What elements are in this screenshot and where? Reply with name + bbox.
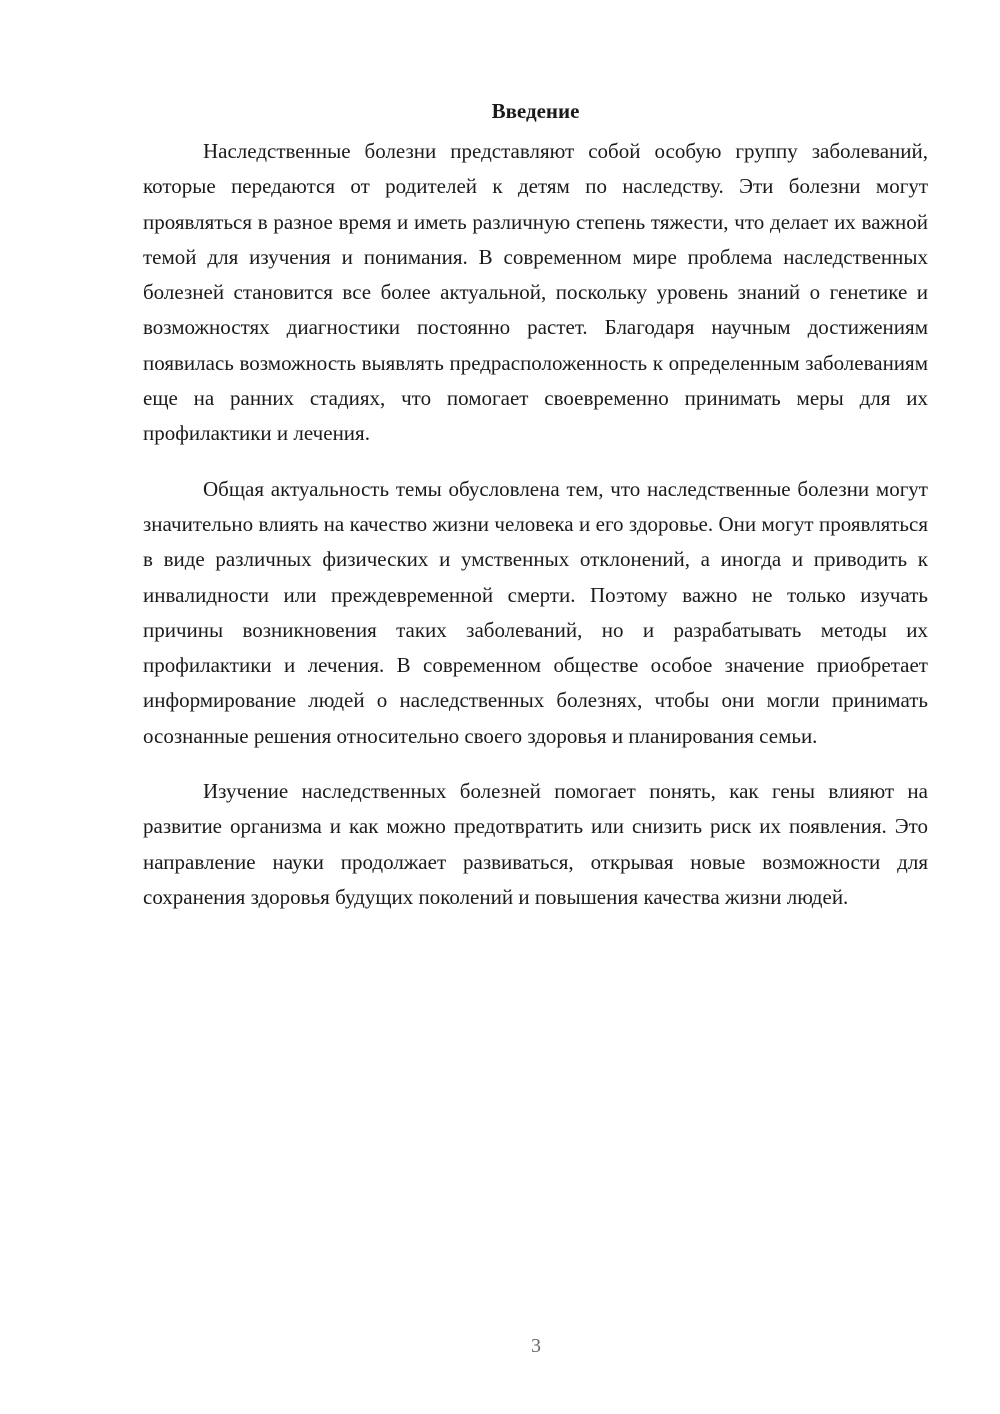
paragraph-3: Изучение наследственных болезней помогает понять, как гены влияют на развитие организма и как можно предотвратить или снизить риск их появления. Это направление науки продолжает развиваться, открывая новые возможности для сохранения здоровья будущих поколений и повышения качества жизни людей. [143, 779, 928, 909]
section-heading: Введение [491, 99, 580, 123]
page-content [143, 96, 928, 935]
page-number: 3 [531, 1335, 541, 1357]
paragraph-2: Общая актуальность темы обусловлена тем, что наследственные болезни могут значительно влиять на качество жизни человека и его здоровье. Они могут проявляться в виде различных физических и умственных отклонений, а иногда и приводить к инвалидности или преждевременной смерти. Поэтому важно не только изучать причины возникновения таких заболеваний, но и разрабатывать методы их профилактики и лечения. В современном обществе особое значение приобретает информирование людей о наследственных болезнях, чтобы они могли принимать осознанные решения относительно своего здоровья и планирования семьи. [143, 476, 928, 748]
paragraph-1: Наследственные болезни представляют собой особую группу заболеваний, которые передаются от родителей к детям по наследству. Эти болезни могут проявляться в разное время и иметь различную степень тяжести, что делает их важной темой для изучения и понимания. В современном мире проблема наследственных болезней становится все более актуальной, поскольку уровень знаний о генетике и возможностях диагностики постоянно растет. Благодаря научным достижениям появилась возможность выявлять предрасположенность к определенным заболеваниям еще на ранних стадиях, что помогает своевременно принимать меры для их профилактики и лечения. [143, 139, 928, 446]
